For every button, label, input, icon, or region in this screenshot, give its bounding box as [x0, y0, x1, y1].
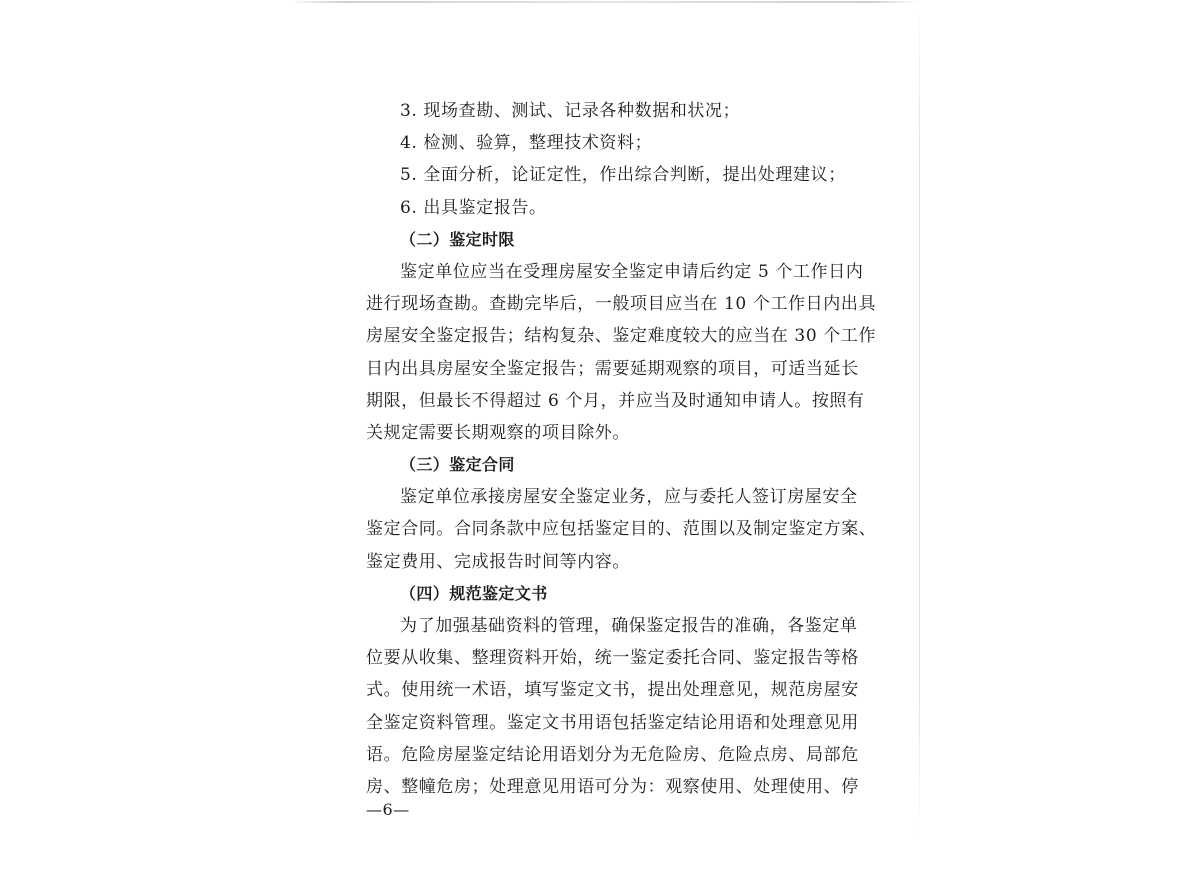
- paragraph-line: 位要从收集、整理资料开始，统一鉴定委托合同、鉴定报告等格: [366, 648, 859, 669]
- paragraph-line: 语。危险房屋鉴定结论用语划分为无危险房、危险点房、局部危: [366, 744, 859, 765]
- section-heading-time-limit: （二）鉴定时限: [400, 229, 515, 249]
- document-body: [366, 95, 877, 803]
- paragraph-line: 鉴定单位承接房屋安全鉴定业务，应与委托人签订房屋安全: [400, 487, 858, 508]
- paragraph-line: 房、整幢危房；处理意见用语可分为：观察使用、处理使用、停: [366, 776, 859, 797]
- paragraph-line: 房屋安全鉴定报告；结构复杂、鉴定难度较大的应当在 30 个工作: [366, 326, 877, 347]
- paragraph-line: 全鉴定资料管理。鉴定文书用语包括鉴定结论用语和处理意见用: [366, 712, 859, 733]
- paragraph-line: 日内出具房屋安全鉴定报告；需要延期观察的项目，可适当延长: [366, 358, 859, 379]
- paragraph-line: 鉴定单位应当在受理房屋安全鉴定申请后约定 5 个工作日内: [400, 261, 864, 282]
- scan-top-edge: [290, 1, 920, 3]
- paragraph-line: 进行现场查勘。查勘完毕后，一般项目应当在 10 个工作日内出具: [366, 294, 877, 315]
- paragraph-line: 期限，但最长不得超过 6 个月，并应当及时通知申请人。按照有: [366, 390, 865, 411]
- list-item-4: 4. 检测、验算，整理技术资料；: [400, 133, 653, 154]
- paragraph-line: 为了加强基础资料的管理，确保鉴定报告的准确，各鉴定单: [400, 616, 858, 636]
- page-number: —6—: [366, 800, 410, 819]
- list-item-6: 6. 出具鉴定报告。: [400, 197, 547, 218]
- list-item-3: 3. 现场查勘、测试、记录各种数据和状况；: [400, 101, 741, 121]
- paragraph-line: 鉴定合同。合同条款中应包括鉴定目的、范围以及制定鉴定方案、: [366, 519, 877, 540]
- paragraph-line: 鉴定费用、完成报告时间等内容。: [366, 551, 630, 572]
- scan-right-edge: [919, 0, 920, 840]
- list-item-5: 5. 全面分析，论证定性，作出综合判断，提出处理建议；: [400, 165, 846, 186]
- section-heading-documents: （四）规范鉴定文书: [400, 583, 548, 603]
- paragraph-line: 式。使用统一术语，填写鉴定文书，提出处理意见，规范房屋安: [366, 680, 859, 701]
- paragraph-line: 关规定需要长期观察的项目除外。: [366, 422, 630, 443]
- section-heading-contract: （三）鉴定合同: [400, 455, 515, 475]
